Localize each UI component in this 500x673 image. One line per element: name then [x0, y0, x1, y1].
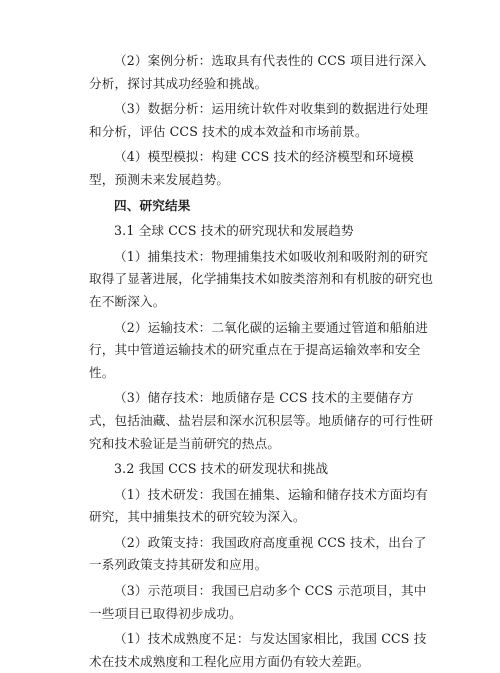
paragraph-model-simulation: （4）模型模拟：构建 CCS 技术的经济模型和环境模型，预测未来发展趋势。	[89, 149, 414, 187]
paragraph-capture-technology: （1）捕集技术：物理捕集技术如吸收剂和吸附剂的研究取得了显著进展，化学捕集技术如胺类溶剂和有机胺的研究也在不断深入。	[89, 248, 434, 309]
paragraph-technology-maturity: （1）技术成熟度不足：与发达国家相比，我国 CCS 技术在技术成熟度和工程化应用方面仍有较大差距。	[89, 631, 427, 669]
paragraph-data-analysis: （3）数据分析：运用统计软件对收集到的数据进行处理和分析，评估 CCS 技术的成本效益和市场前景。	[89, 101, 429, 139]
paragraph-policy-support: （2）政策支持：我国政府高度重视 CCS 技术，出台了一系列政策支持其研发和应用。	[89, 534, 427, 573]
paragraph-demo-projects: （3）示范项目：我国已启动多个 CCS 示范项目，其中一些项目已取得初步成功。	[89, 583, 427, 621]
subsection-heading-3-2: 3.2 我国 CCS 技术的研发现状和挑战	[114, 461, 329, 477]
paragraph-transport-technology: （2）运输技术：二氧化碳的运输主要通过管道和船舶进行，其中管道运输技术的研究重点在于提高运输效率和安全性。	[89, 319, 429, 380]
paragraph-technology-rd: （1）技术研发：我国在捕集、运输和储存技术方面均有研究，其中捕集技术的研究较为深入。	[89, 486, 429, 525]
paragraph-storage-technology: （3）储存技术：地质储存是 CCS 技术的主要储存方式，包括油藏、盐岩层和深水沉积层等。地质储存的可行性研究和技术验证是当前研究的热点。	[89, 390, 434, 451]
section-heading-research-results: 四、研究结果	[114, 197, 191, 213]
subsection-heading-3-1: 3.1 全球 CCS 技术的研究现状和发展趋势	[114, 223, 354, 239]
document-page	[89, 50, 437, 673]
paragraph-case-analysis: （2）案例分析：选取具有代表性的 CCS 项目进行深入分析，探讨其成功经验和挑战。	[89, 53, 427, 91]
